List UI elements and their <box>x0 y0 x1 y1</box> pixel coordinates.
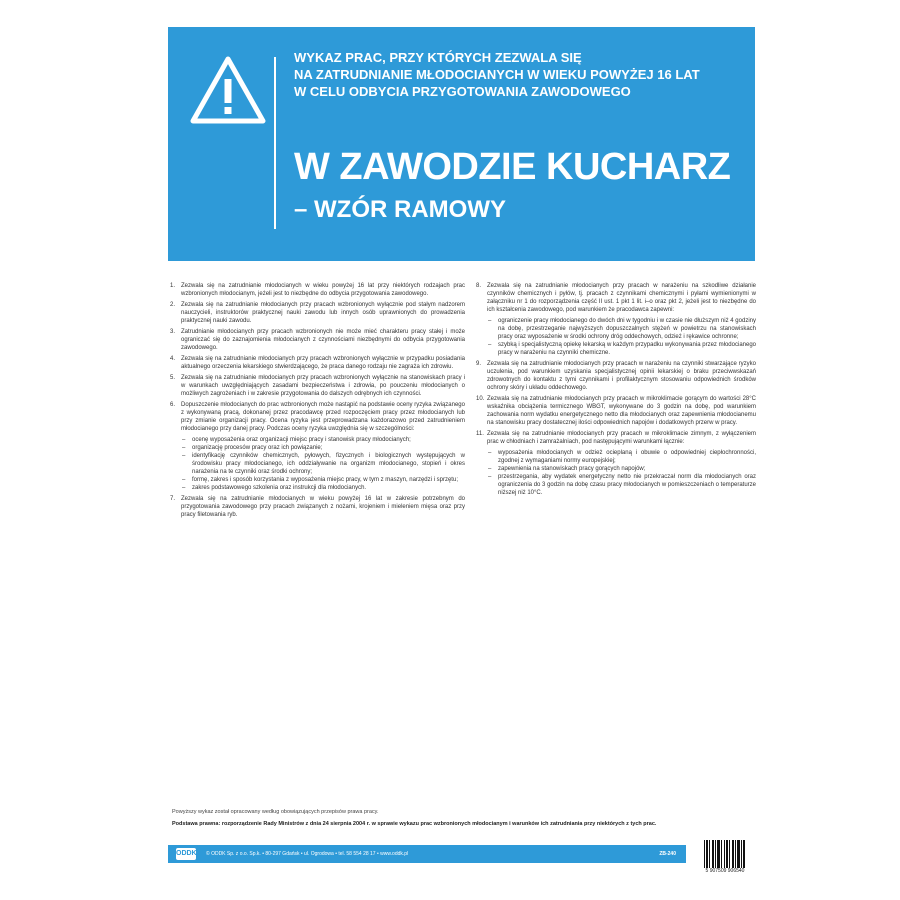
header-divider <box>274 57 276 229</box>
list-item: 11. Zezwala się na zatrudnianie młodocianych przy pracach w mikroklimacie zimnym, z wyłączeniem prac w chłodniach i zamrażalniach, pod następującymi warunkami łącznie: <box>476 431 756 445</box>
bullet-item: – formę, zakres i sposób korzystania z wyposażenia miejsc pracy, w tym z maszyn, narzędzi i sprzętu; <box>182 477 458 483</box>
right-column <box>476 282 756 497</box>
barcode-icon <box>703 840 747 868</box>
list-item: 7. Zezwala się na zatrudnianie młodocianych w wieku powyżej 16 lat w zakresie potrzebnym do przygotowania zawodowego przy pracach związanych z nożami, krojeniem i mieleniem mięsa oraz przy pracy filetowania ryb. <box>170 496 465 518</box>
list-item: 4. Zezwala się na zatrudnianie młodocianych przy pracach wzbronionych wyłącznie w przypadku posiadania aktualnego orzeczenia lekarskiego stwierdzającego, że praca danego rodzaju nie zagraża ich zdrowiu. <box>170 356 465 370</box>
page-subtitle: – WZÓR RAMOWY <box>294 196 506 223</box>
bullet-item: – ograniczenie pracy młodocianego do dwóch dni w tygodniu i w czasie nie dłuższym niż 4 godziny na dobę, przestrzeganie najwyższych dopuszczalnych stężeń w powietrzu na stanowiskach pracy oraz wyposażenie w środki ochrony dróg oddechowych, odzież i rękawice ochronne; <box>488 318 756 340</box>
bullet-item: – przestrzegania, aby wydatek energetyczny netto nie przekraczał norm dla młodocianych oraz ograniczenia do 3 godzin na dobę czasu pracy młodocianych w pomieszczeniach o temperaturze niższej niż 10°C. <box>488 474 756 496</box>
list-item: 3. Zatrudnianie młodocianych przy pracach wzbronionych nie może mieć charakteru pracy stałej i może ograniczać się do zaznajomienia młodocianych z czynnościami niezbędnymi do odbycia przygotowania zawodowego. <box>170 329 465 351</box>
footnote: Powyższy wykaz został opracowany według obowiązujących przepisów prawa pracy. <box>172 809 379 815</box>
publisher-imprint: © ODDK Sp. z o.o. Sp.k. • 80-297 Gdańsk • ul. Ogrodowa • tel. 58 554 28 17 • www.oddk.pl <box>206 851 409 857</box>
list-item: 2. Zezwala się na zatrudnianie młodocianych przy pracach wzbronionych wyłącznie pod stałym nadzorem nauczycieli, instruktorów praktycznej nauki zawodu lub innych osób uprawnionych do prowadzenia praktycznej nauki zawodu. <box>170 302 465 324</box>
list-item: 6. Dopuszczenie młodocianych do prac wzbronionych może nastąpić na podstawie oceny ryzyka związanego z wykonywaną pracą, dokonanej przez pracodawcę przed rozpoczęciem pracy przez młodocianych lub przy zmianie organizacji pracy. Ocena ryzyka jest przeprowadzana każdorazowo przed zatrudnieniem młodocianego przy danej pracy. Podczas oceny ryzyka uwzględnia się w szczególności: <box>170 402 465 432</box>
bullet-item: – szybką i specjalistyczną opiekę lekarską w każdym przypadku wykonywania przez młodocianego pracy w narażeniu na czynniki chemiczne. <box>488 342 756 356</box>
bullet-item: – zapewnienia na stanowiskach pracy gorących napojów; <box>488 466 646 472</box>
list-item: 10. Zezwala się na zatrudnianie młodocianych przy pracach w mikroklimacie gorącym do wartości 28°C wskaźnika obciążenia termicznego WBGT, wykonywane do 3 godzin na dobę, pod warunkiem zachowania norm wydatku energetycznego netto dla młodocianych oraz zapewnienia młodocianemu na stanowisku pracy dostatecznej ilości odpowiednich napojów i dodatkowych przerw w pracy. <box>476 396 756 426</box>
bullet-item: – wyposażenia młodocianych w odzież ocieplaną i obuwie o odpowiedniej ciepłochronności, zgodnej z wymaganiami normy europejskiej; <box>488 450 756 464</box>
header-subtitle <box>294 49 744 100</box>
publisher-logo: ODDK <box>176 848 196 860</box>
publisher-bar <box>168 845 686 863</box>
list-item: 1. Zezwala się na zatrudnianie młodocianych w wieku powyżej 16 lat przy niektórych rodzajach prac wzbronionych młodocianym, jeżeli jest to niezbędne do odbycia przygotowania zawodowego. <box>170 283 465 297</box>
page-title: W ZAWODZIE KUCHARZ <box>294 146 731 188</box>
bullet-item: – organizację procesów pracy oraz ich powiązanie; <box>182 445 323 451</box>
bullet-item: – zakres podstawowego szkolenia oraz instrukcji dla młodocianych. <box>182 485 367 491</box>
list-item: 5. Zezwala się na zatrudnianie młodocianych przy pracach wzbronionych wyłącznie na stanowiskach pracy i w warunkach uwzględniających zasadami bezpieczeństwa i zdrowia, po pouczeniu młodocianych o możliwych zagrożeniach i w zakresie przygotowania do dalszych odrębnych ich czynności. <box>170 375 465 397</box>
product-code: ZB-240 <box>659 851 676 857</box>
list-item: 8. Zezwala się na zatrudnianie młodocianych przy pracach w narażeniu na szkodliwe działanie czynników chemicznych i pyłów, tj. pracach z czynnikami chemicznymi i pyłami wymienionymi w załączniku nr 1 do rozporządzenia część II ust. 1 pkt 1 lit. i–o oraz pkt 2, jeżeli jest to niezbędne do ich kształcenia zawodowego, pod warunkiem że pracodawca zapewni: <box>476 283 756 313</box>
barcode-number: 5 907509 906540 <box>705 868 745 874</box>
subtitle-line-1: WYKAZ PRAC, PRZY KTÓRYCH ZEZWALA SIĘ <box>294 50 582 65</box>
bullet-item: – identyfikację czynników chemicznych, pyłowych, fizycznych i biologicznych występujących w środowisku pracy młodocianego, ich oddziaływanie na organizm młodocianego, stopień i okres narażenia na te czynniki oraz środki ochrony; <box>182 453 465 475</box>
content-columns <box>170 282 755 802</box>
subtitle-line-2: NA ZATRUDNIANIE MŁODOCIANYCH W WIEKU POWYŻEJ 16 LAT <box>294 67 700 82</box>
header-banner <box>168 27 755 261</box>
bullet-item: – ocenę wyposażenia oraz organizacji miejsc pracy i stanowisk pracy młodocianych; <box>182 437 411 443</box>
warning-triangle-icon <box>190 55 266 125</box>
list-item: 9. Zezwala się na zatrudnianie młodocianych przy pracach w narażeniu na czynniki stwarzające ryzyko uczulenia, pod warunkiem uzyskania specjalistycznej opinii lekarskiej o braku przeciwwskazań zdrowotnych do kontaktu z tymi czynnikami i profilaktycznym stosowaniu odpowiednich środków ochrony skóry i układu oddechowego. <box>476 361 756 391</box>
legal-basis-note: Podstawa prawna: rozporządzenie Rady Ministrów z dnia 24 sierpnia 2004 r. w sprawie wykazu prac wzbronionych młodocianym i warunków ich zatrudniania przy niektórych z tych prac. <box>172 821 657 827</box>
subtitle-line-3: W CELU ODBYCIA PRZYGOTOWANIA ZAWODOWEGO <box>294 84 631 99</box>
left-column <box>170 282 465 522</box>
